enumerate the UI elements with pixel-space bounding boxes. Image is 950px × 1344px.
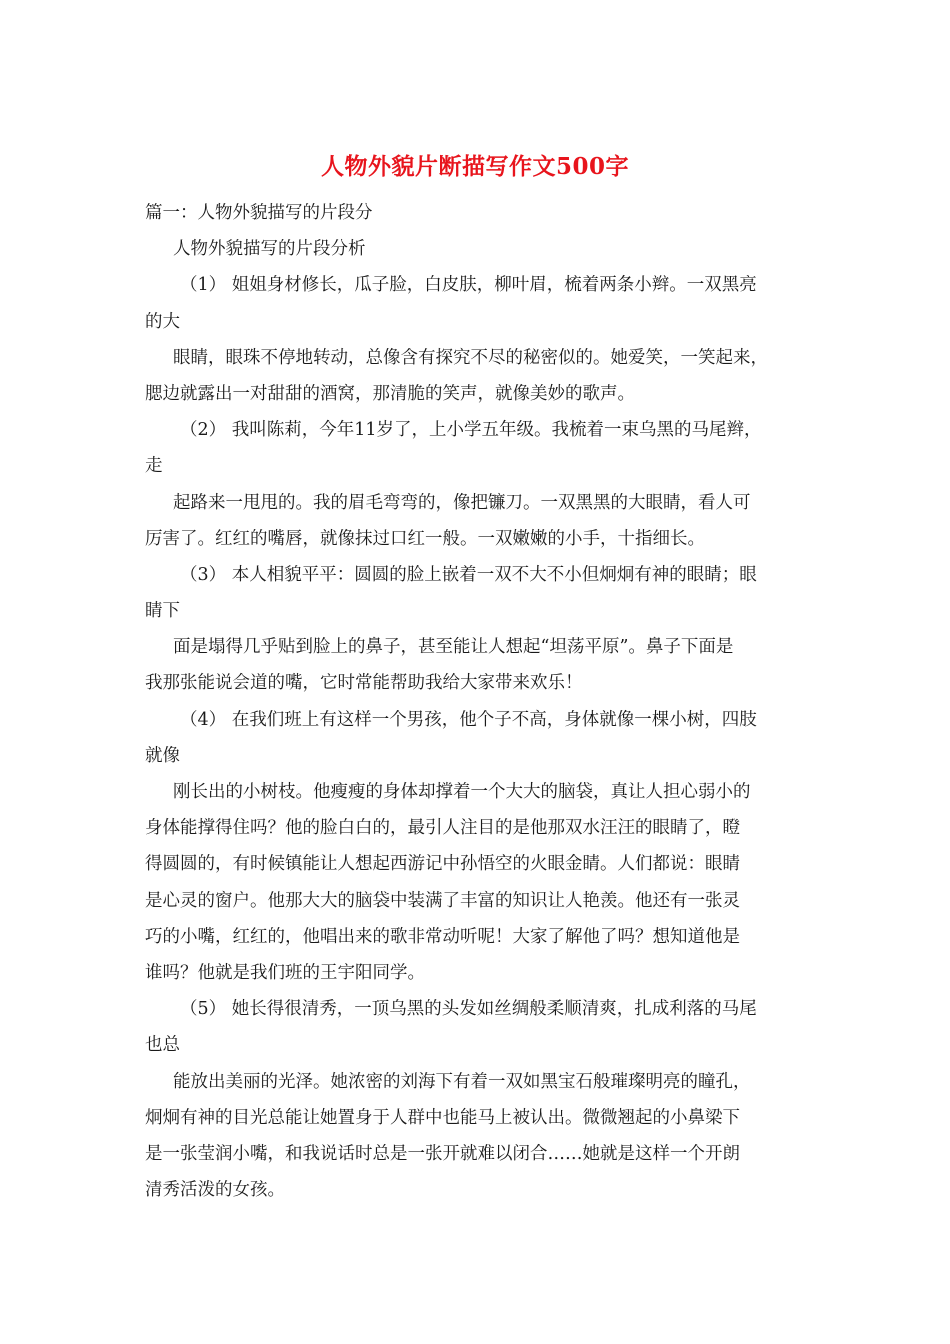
- body-line: 巧的小嘴，红红的，他唱出来的歌非常动听呢！大家了解他了吗？想知道他是: [145, 926, 740, 947]
- body-line: 面是塌得几乎贴到脸上的鼻子，甚至能让人想起“坦荡平原”。鼻子下面是: [173, 637, 734, 658]
- body-line: 得圆圆的，有时候镇能让人想起西游记中孙悟空的火眼金睛。人们都说：眼睛: [145, 854, 740, 875]
- body-line: 炯炯有神的目光总能让她置身于人群中也能马上被认出。微微翘起的小鼻梁下: [145, 1107, 740, 1128]
- body-line: 清秀活泼的女孩。: [145, 1180, 285, 1201]
- document-body: [145, 195, 815, 1208]
- page-title: 人物外貌片断描写作文500字: [320, 153, 629, 180]
- body-line: 篇一：人物外貌描写的片段分: [145, 203, 373, 223]
- body-line: 走: [145, 456, 163, 477]
- body-line: 我那张能说会道的嘴，它时常能帮助我给大家带来欢乐！: [145, 673, 583, 694]
- body-line: 谁吗？他就是我们班的王宇阳同学。: [145, 962, 425, 983]
- body-line: 眼睛，眼珠不停地转动，总像含有探究不尽的秘密似的。她爱笑，一笑起来，: [173, 347, 768, 368]
- body-line: 的大: [145, 311, 180, 332]
- body-line: （4） 在我们班上有这样一个男孩，他个子不高，身体就像一棵小树，四肢: [180, 709, 757, 730]
- body-line: 身体能撑得住吗？他的脸白白的，最引人注目的是他那双水汪汪的眼睛了，瞪: [145, 818, 740, 839]
- body-line: 厉害了。红红的嘴唇，就像抹过口红一般。一双嫩嫩的小手，十指细长。: [145, 528, 705, 549]
- body-line: 人物外貌描写的片段分析: [173, 239, 366, 260]
- body-line: （2） 我叫陈莉，今年11岁了，上小学五年级。我梳着一束乌黑的马尾辫，: [180, 420, 762, 441]
- body-line: 是一张莹润小嘴，和我说话时总是一张开就难以闭合……她就是这样一个开朗: [145, 1143, 740, 1164]
- body-line: 腮边就露出一对甜甜的酒窝，那清脆的笑声，就像美妙的歌声。: [145, 383, 635, 404]
- body-line: 也总: [145, 1035, 180, 1056]
- body-line: 起路来一甩甩的。我的眉毛弯弯的，像把镰刀。一双黑黑的大眼睛，看人可: [173, 492, 751, 513]
- body-line: 就像: [145, 745, 180, 766]
- body-line: （3） 本人相貌平平：圆圆的脸上嵌着一双不大不小但炯炯有神的眼睛；眼: [180, 564, 757, 585]
- body-line: 刚长出的小树枝。他瘦瘦的身体却撑着一个大大的脑袋，真让人担心弱小的: [173, 782, 751, 802]
- body-line: （5） 她长得很清秀，一顶乌黑的头发如丝绸般柔顺清爽，扎成利落的马尾: [180, 999, 757, 1020]
- body-line: 睛下: [145, 601, 180, 622]
- body-line: （1） 姐姐身材修长，瓜子脸，白皮肤，柳叶眉，梳着两条小辫。一双黑亮: [180, 275, 757, 296]
- body-line: 是心灵的窗户。他那大大的脑袋中装满了丰富的知识让人艳羡。他还有一张灵: [145, 890, 740, 911]
- body-line: 能放出美丽的光泽。她浓密的刘海下有着一双如黑宝石般璀璨明亮的瞳孔，: [173, 1071, 751, 1092]
